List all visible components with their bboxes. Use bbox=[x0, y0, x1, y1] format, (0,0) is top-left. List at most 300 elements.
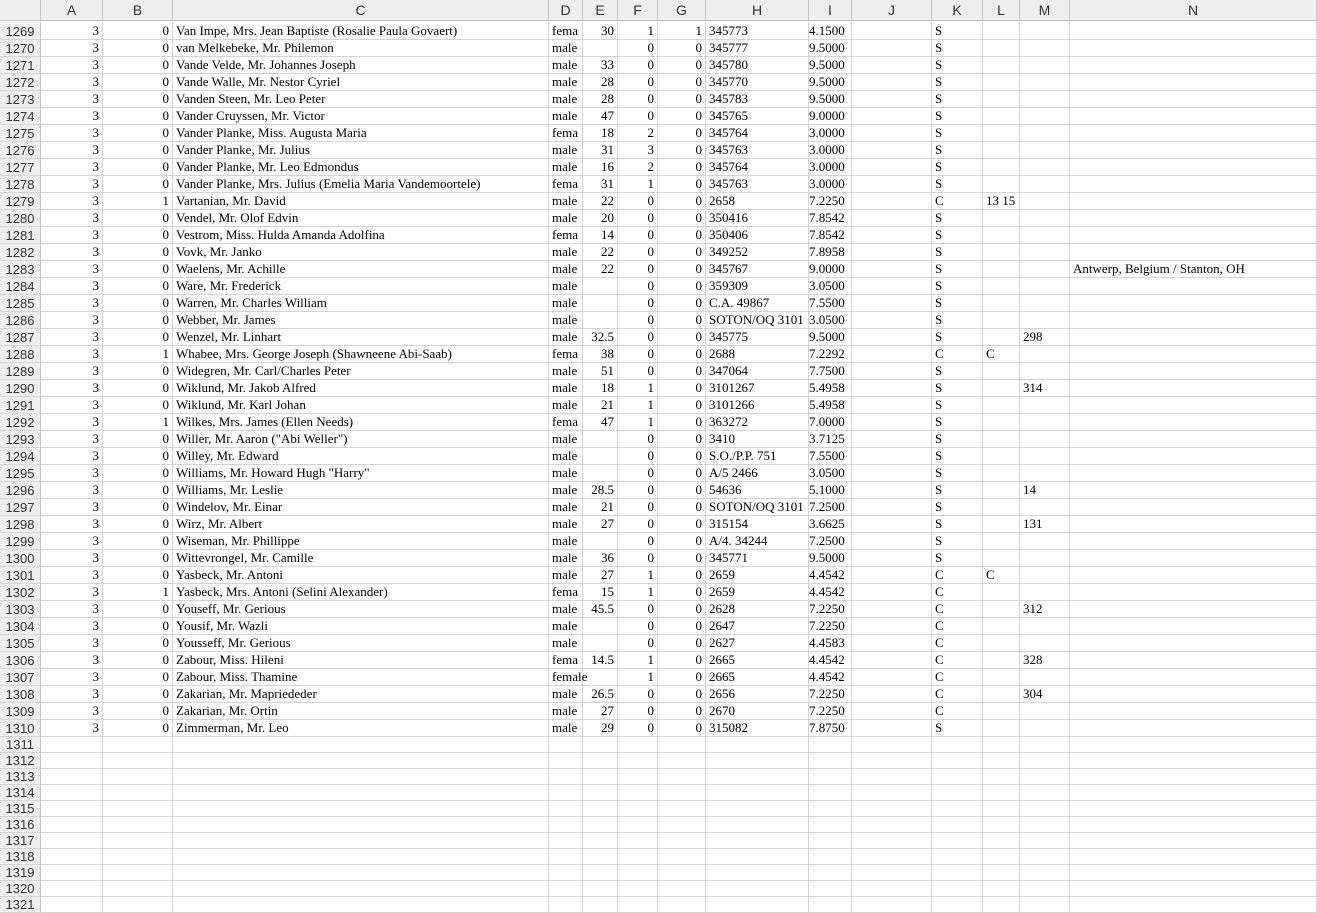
cell-k-1302[interactable]: C bbox=[932, 584, 983, 601]
column-header-a[interactable]: A bbox=[41, 0, 103, 21]
cell-g-1294[interactable]: 0 bbox=[658, 448, 706, 465]
cell-k-1283[interactable]: S bbox=[932, 261, 983, 278]
cell-h-1283[interactable]: 345767 bbox=[706, 261, 809, 278]
row-header[interactable] bbox=[0, 499, 41, 516]
cell-e-1286[interactable] bbox=[583, 312, 618, 329]
cell-m-1304[interactable] bbox=[1020, 618, 1070, 635]
cell-n-1284[interactable] bbox=[1070, 278, 1317, 295]
cell-b-1303[interactable]: 0 bbox=[103, 601, 173, 618]
column-header-i[interactable]: I bbox=[809, 0, 852, 21]
cell-e-1302[interactable]: 15 bbox=[583, 584, 618, 601]
cell-a-1321[interactable] bbox=[41, 897, 103, 913]
cell-j-1273[interactable] bbox=[852, 91, 932, 108]
row-header[interactable] bbox=[0, 40, 41, 57]
cell-a-1314[interactable] bbox=[41, 785, 103, 801]
row-header[interactable] bbox=[0, 669, 41, 686]
cell-d-1313[interactable] bbox=[549, 769, 583, 785]
cell-e-1276[interactable]: 31 bbox=[583, 142, 618, 159]
cell-i-1301[interactable]: 4.4542 bbox=[809, 567, 852, 584]
cell-i-1297[interactable]: 7.2500 bbox=[809, 499, 852, 516]
cell-n-1302[interactable] bbox=[1070, 584, 1317, 601]
cell-h-1319[interactable] bbox=[706, 865, 809, 881]
cell-j-1303[interactable] bbox=[852, 601, 932, 618]
cell-d-1296[interactable]: male bbox=[549, 482, 583, 499]
cell-l-1297[interactable] bbox=[983, 499, 1020, 516]
cell-j-1281[interactable] bbox=[852, 227, 932, 244]
cell-d-1271[interactable]: male bbox=[549, 57, 583, 74]
cell-e-1293[interactable] bbox=[583, 431, 618, 448]
cell-m-1308[interactable]: 304 bbox=[1020, 686, 1070, 703]
cell-n-1274[interactable] bbox=[1070, 108, 1317, 125]
cell-g-1320[interactable] bbox=[658, 881, 706, 897]
cell-a-1288[interactable]: 3 bbox=[41, 346, 103, 363]
cell-m-1309[interactable] bbox=[1020, 703, 1070, 720]
cell-d-1319[interactable] bbox=[549, 865, 583, 881]
row-header[interactable] bbox=[0, 91, 41, 108]
cell-i-1320[interactable] bbox=[809, 881, 852, 897]
cell-k-1320[interactable] bbox=[932, 881, 983, 897]
cell-d-1301[interactable]: male bbox=[549, 567, 583, 584]
cell-b-1314[interactable] bbox=[103, 785, 173, 801]
cell-b-1271[interactable]: 0 bbox=[103, 57, 173, 74]
cell-l-1320[interactable] bbox=[983, 881, 1020, 897]
row-header[interactable] bbox=[0, 533, 41, 550]
cell-f-1284[interactable]: 0 bbox=[618, 278, 658, 295]
cell-k-1277[interactable]: S bbox=[932, 159, 983, 176]
row-header[interactable] bbox=[0, 865, 41, 881]
cell-n-1297[interactable] bbox=[1070, 499, 1317, 516]
cell-e-1307[interactable] bbox=[583, 669, 618, 686]
cell-h-1304[interactable]: 2647 bbox=[706, 618, 809, 635]
cell-m-1315[interactable] bbox=[1020, 801, 1070, 817]
cell-a-1283[interactable]: 3 bbox=[41, 261, 103, 278]
cell-e-1294[interactable] bbox=[583, 448, 618, 465]
cell-a-1270[interactable]: 3 bbox=[41, 40, 103, 57]
row-header[interactable] bbox=[0, 363, 41, 380]
cell-d-1287[interactable]: male bbox=[549, 329, 583, 346]
cell-l-1307[interactable] bbox=[983, 669, 1020, 686]
cell-d-1292[interactable]: fema bbox=[549, 414, 583, 431]
cell-a-1304[interactable]: 3 bbox=[41, 618, 103, 635]
cell-i-1275[interactable]: 3.0000 bbox=[809, 125, 852, 142]
cell-i-1274[interactable]: 9.0000 bbox=[809, 108, 852, 125]
cell-f-1289[interactable]: 0 bbox=[618, 363, 658, 380]
cell-j-1321[interactable] bbox=[852, 897, 932, 913]
cell-a-1300[interactable]: 3 bbox=[41, 550, 103, 567]
cell-j-1269[interactable] bbox=[852, 22, 932, 40]
cell-c-1319[interactable] bbox=[173, 865, 549, 881]
cell-b-1273[interactable]: 0 bbox=[103, 91, 173, 108]
cell-f-1318[interactable] bbox=[618, 849, 658, 865]
row-header[interactable] bbox=[0, 176, 41, 193]
cell-c-1318[interactable] bbox=[173, 849, 549, 865]
cell-i-1276[interactable]: 3.0000 bbox=[809, 142, 852, 159]
cell-n-1294[interactable] bbox=[1070, 448, 1317, 465]
cell-e-1311[interactable] bbox=[583, 737, 618, 753]
cell-h-1277[interactable]: 345764 bbox=[706, 159, 809, 176]
cell-k-1284[interactable]: S bbox=[932, 278, 983, 295]
cell-d-1290[interactable]: male bbox=[549, 380, 583, 397]
cell-n-1313[interactable] bbox=[1070, 769, 1317, 785]
cell-m-1307[interactable] bbox=[1020, 669, 1070, 686]
cell-n-1296[interactable] bbox=[1070, 482, 1317, 499]
cell-j-1295[interactable] bbox=[852, 465, 932, 482]
cell-m-1298[interactable]: 131 bbox=[1020, 516, 1070, 533]
cell-c-1296[interactable]: Williams, Mr. Leslie bbox=[173, 482, 549, 499]
cell-m-1281[interactable] bbox=[1020, 227, 1070, 244]
cell-j-1320[interactable] bbox=[852, 881, 932, 897]
cell-j-1280[interactable] bbox=[852, 210, 932, 227]
cell-j-1315[interactable] bbox=[852, 801, 932, 817]
cell-m-1320[interactable] bbox=[1020, 881, 1070, 897]
cell-a-1280[interactable]: 3 bbox=[41, 210, 103, 227]
cell-l-1295[interactable] bbox=[983, 465, 1020, 482]
cell-a-1275[interactable]: 3 bbox=[41, 125, 103, 142]
cell-k-1275[interactable]: S bbox=[932, 125, 983, 142]
cell-f-1321[interactable] bbox=[618, 897, 658, 913]
cell-k-1315[interactable] bbox=[932, 801, 983, 817]
row-header[interactable] bbox=[0, 584, 41, 601]
cell-c-1282[interactable]: Vovk, Mr. Janko bbox=[173, 244, 549, 261]
cell-k-1285[interactable]: S bbox=[932, 295, 983, 312]
cell-n-1299[interactable] bbox=[1070, 533, 1317, 550]
cell-n-1309[interactable] bbox=[1070, 703, 1317, 720]
cell-e-1320[interactable] bbox=[583, 881, 618, 897]
cell-a-1295[interactable]: 3 bbox=[41, 465, 103, 482]
cell-j-1278[interactable] bbox=[852, 176, 932, 193]
cell-l-1318[interactable] bbox=[983, 849, 1020, 865]
cell-h-1294[interactable]: S.O./P.P. 751 bbox=[706, 448, 809, 465]
cell-g-1284[interactable]: 0 bbox=[658, 278, 706, 295]
cell-l-1312[interactable] bbox=[983, 753, 1020, 769]
cell-i-1283[interactable]: 9.0000 bbox=[809, 261, 852, 278]
cell-d-1269[interactable]: fema bbox=[549, 22, 583, 40]
cell-c-1306[interactable]: Zabour, Miss. Hileni bbox=[173, 652, 549, 669]
cell-f-1290[interactable]: 1 bbox=[618, 380, 658, 397]
cell-n-1310[interactable] bbox=[1070, 720, 1317, 737]
cell-g-1296[interactable]: 0 bbox=[658, 482, 706, 499]
cell-c-1301[interactable]: Yasbeck, Mr. Antoni bbox=[173, 567, 549, 584]
cell-j-1318[interactable] bbox=[852, 849, 932, 865]
cell-b-1305[interactable]: 0 bbox=[103, 635, 173, 652]
cell-m-1278[interactable] bbox=[1020, 176, 1070, 193]
cell-i-1277[interactable]: 3.0000 bbox=[809, 159, 852, 176]
cell-d-1294[interactable]: male bbox=[549, 448, 583, 465]
cell-i-1295[interactable]: 3.0500 bbox=[809, 465, 852, 482]
cell-d-1299[interactable]: male bbox=[549, 533, 583, 550]
row-header[interactable] bbox=[0, 142, 41, 159]
cell-i-1315[interactable] bbox=[809, 801, 852, 817]
cell-g-1269[interactable]: 1 bbox=[658, 22, 706, 40]
cell-d-1277[interactable]: male bbox=[549, 159, 583, 176]
cell-m-1288[interactable] bbox=[1020, 346, 1070, 363]
cell-g-1303[interactable]: 0 bbox=[658, 601, 706, 618]
cell-d-1297[interactable]: male bbox=[549, 499, 583, 516]
cell-d-1286[interactable]: male bbox=[549, 312, 583, 329]
cell-n-1316[interactable] bbox=[1070, 817, 1317, 833]
cell-f-1272[interactable]: 0 bbox=[618, 74, 658, 91]
cell-g-1314[interactable] bbox=[658, 785, 706, 801]
cell-i-1319[interactable] bbox=[809, 865, 852, 881]
cell-b-1269[interactable]: 0 bbox=[103, 22, 173, 40]
cell-g-1287[interactable]: 0 bbox=[658, 329, 706, 346]
cell-c-1303[interactable]: Youseff, Mr. Gerious bbox=[173, 601, 549, 618]
cell-e-1285[interactable] bbox=[583, 295, 618, 312]
cell-i-1278[interactable]: 3.0000 bbox=[809, 176, 852, 193]
row-header[interactable] bbox=[0, 550, 41, 567]
cell-f-1270[interactable]: 0 bbox=[618, 40, 658, 57]
cell-c-1292[interactable]: Wilkes, Mrs. James (Ellen Needs) bbox=[173, 414, 549, 431]
cell-h-1313[interactable] bbox=[706, 769, 809, 785]
cell-m-1289[interactable] bbox=[1020, 363, 1070, 380]
row-header[interactable] bbox=[0, 686, 41, 703]
cell-i-1286[interactable]: 3.0500 bbox=[809, 312, 852, 329]
cell-g-1292[interactable]: 0 bbox=[658, 414, 706, 431]
cell-f-1273[interactable]: 0 bbox=[618, 91, 658, 108]
cell-g-1288[interactable]: 0 bbox=[658, 346, 706, 363]
cell-m-1294[interactable] bbox=[1020, 448, 1070, 465]
cell-l-1296[interactable] bbox=[983, 482, 1020, 499]
cell-i-1318[interactable] bbox=[809, 849, 852, 865]
cell-j-1307[interactable] bbox=[852, 669, 932, 686]
cell-b-1313[interactable] bbox=[103, 769, 173, 785]
cell-f-1295[interactable]: 0 bbox=[618, 465, 658, 482]
cell-h-1315[interactable] bbox=[706, 801, 809, 817]
row-header[interactable] bbox=[0, 849, 41, 865]
cell-b-1277[interactable]: 0 bbox=[103, 159, 173, 176]
cell-j-1310[interactable] bbox=[852, 720, 932, 737]
cell-n-1295[interactable] bbox=[1070, 465, 1317, 482]
cell-e-1295[interactable] bbox=[583, 465, 618, 482]
row-header[interactable] bbox=[0, 703, 41, 720]
cell-i-1296[interactable]: 5.1000 bbox=[809, 482, 852, 499]
cell-f-1281[interactable]: 0 bbox=[618, 227, 658, 244]
cell-f-1280[interactable]: 0 bbox=[618, 210, 658, 227]
cell-l-1275[interactable] bbox=[983, 125, 1020, 142]
cell-k-1308[interactable]: C bbox=[932, 686, 983, 703]
cell-a-1312[interactable] bbox=[41, 753, 103, 769]
cell-c-1291[interactable]: Wiklund, Mr. Karl Johan bbox=[173, 397, 549, 414]
cell-n-1269[interactable] bbox=[1070, 22, 1317, 40]
cell-i-1291[interactable]: 5.4958 bbox=[809, 397, 852, 414]
cell-g-1278[interactable]: 0 bbox=[658, 176, 706, 193]
row-header[interactable] bbox=[0, 227, 41, 244]
cell-k-1293[interactable]: S bbox=[932, 431, 983, 448]
row-header[interactable] bbox=[0, 278, 41, 295]
cell-f-1287[interactable]: 0 bbox=[618, 329, 658, 346]
cell-c-1315[interactable] bbox=[173, 801, 549, 817]
cell-l-1277[interactable] bbox=[983, 159, 1020, 176]
cell-b-1270[interactable]: 0 bbox=[103, 40, 173, 57]
cell-e-1282[interactable]: 22 bbox=[583, 244, 618, 261]
cell-l-1290[interactable] bbox=[983, 380, 1020, 397]
cell-c-1286[interactable]: Webber, Mr. James bbox=[173, 312, 549, 329]
cell-k-1312[interactable] bbox=[932, 753, 983, 769]
cell-a-1320[interactable] bbox=[41, 881, 103, 897]
cell-a-1296[interactable]: 3 bbox=[41, 482, 103, 499]
cell-m-1296[interactable]: 14 bbox=[1020, 482, 1070, 499]
cell-e-1297[interactable]: 21 bbox=[583, 499, 618, 516]
cell-i-1311[interactable] bbox=[809, 737, 852, 753]
cell-h-1291[interactable]: 3101266 bbox=[706, 397, 809, 414]
cell-c-1278[interactable]: Vander Planke, Mrs. Julius (Emelia Maria Vandemoortele) bbox=[173, 176, 549, 193]
row-header[interactable] bbox=[0, 817, 41, 833]
cell-h-1305[interactable]: 2627 bbox=[706, 635, 809, 652]
cell-m-1277[interactable] bbox=[1020, 159, 1070, 176]
cell-h-1309[interactable]: 2670 bbox=[706, 703, 809, 720]
cell-l-1286[interactable] bbox=[983, 312, 1020, 329]
cell-b-1294[interactable]: 0 bbox=[103, 448, 173, 465]
cell-f-1313[interactable] bbox=[618, 769, 658, 785]
cell-j-1298[interactable] bbox=[852, 516, 932, 533]
row-header[interactable] bbox=[0, 329, 41, 346]
cell-i-1272[interactable]: 9.5000 bbox=[809, 74, 852, 91]
cell-b-1285[interactable]: 0 bbox=[103, 295, 173, 312]
cell-k-1290[interactable]: S bbox=[932, 380, 983, 397]
cell-f-1305[interactable]: 0 bbox=[618, 635, 658, 652]
cell-g-1271[interactable]: 0 bbox=[658, 57, 706, 74]
cell-n-1286[interactable] bbox=[1070, 312, 1317, 329]
cell-e-1275[interactable]: 18 bbox=[583, 125, 618, 142]
cell-b-1291[interactable]: 0 bbox=[103, 397, 173, 414]
cell-e-1270[interactable] bbox=[583, 40, 618, 57]
cell-m-1273[interactable] bbox=[1020, 91, 1070, 108]
cell-b-1281[interactable]: 0 bbox=[103, 227, 173, 244]
cell-k-1307[interactable]: C bbox=[932, 669, 983, 686]
cell-h-1293[interactable]: 3410 bbox=[706, 431, 809, 448]
cell-f-1298[interactable]: 0 bbox=[618, 516, 658, 533]
cell-m-1305[interactable] bbox=[1020, 635, 1070, 652]
cell-b-1321[interactable] bbox=[103, 897, 173, 913]
cell-b-1308[interactable]: 0 bbox=[103, 686, 173, 703]
cell-e-1303[interactable]: 45.5 bbox=[583, 601, 618, 618]
row-header[interactable] bbox=[0, 801, 41, 817]
cell-l-1321[interactable] bbox=[983, 897, 1020, 913]
cell-k-1278[interactable]: S bbox=[932, 176, 983, 193]
cell-b-1320[interactable] bbox=[103, 881, 173, 897]
cell-c-1309[interactable]: Zakarian, Mr. Ortin bbox=[173, 703, 549, 720]
cell-i-1271[interactable]: 9.5000 bbox=[809, 57, 852, 74]
cell-a-1302[interactable]: 3 bbox=[41, 584, 103, 601]
cell-j-1305[interactable] bbox=[852, 635, 932, 652]
cell-i-1309[interactable]: 7.2250 bbox=[809, 703, 852, 720]
cell-f-1291[interactable]: 1 bbox=[618, 397, 658, 414]
cell-h-1314[interactable] bbox=[706, 785, 809, 801]
row-header[interactable] bbox=[0, 516, 41, 533]
cell-i-1316[interactable] bbox=[809, 817, 852, 833]
cell-j-1293[interactable] bbox=[852, 431, 932, 448]
cell-m-1286[interactable] bbox=[1020, 312, 1070, 329]
cell-g-1317[interactable] bbox=[658, 833, 706, 849]
cell-a-1299[interactable]: 3 bbox=[41, 533, 103, 550]
cell-c-1289[interactable]: Widegren, Mr. Carl/Charles Peter bbox=[173, 363, 549, 380]
cell-i-1279[interactable]: 7.2250 bbox=[809, 193, 852, 210]
cell-j-1296[interactable] bbox=[852, 482, 932, 499]
cell-h-1311[interactable] bbox=[706, 737, 809, 753]
cell-g-1305[interactable]: 0 bbox=[658, 635, 706, 652]
cell-j-1313[interactable] bbox=[852, 769, 932, 785]
cell-a-1294[interactable]: 3 bbox=[41, 448, 103, 465]
column-header-k[interactable]: K bbox=[932, 0, 983, 21]
cell-k-1318[interactable] bbox=[932, 849, 983, 865]
cell-l-1314[interactable] bbox=[983, 785, 1020, 801]
cell-f-1285[interactable]: 0 bbox=[618, 295, 658, 312]
cell-c-1293[interactable]: Willer, Mr. Aaron ("Abi Weller") bbox=[173, 431, 549, 448]
row-header[interactable] bbox=[0, 22, 41, 40]
cell-g-1290[interactable]: 0 bbox=[658, 380, 706, 397]
cell-l-1309[interactable] bbox=[983, 703, 1020, 720]
cell-b-1317[interactable] bbox=[103, 833, 173, 849]
cell-l-1272[interactable] bbox=[983, 74, 1020, 91]
cell-h-1270[interactable]: 345777 bbox=[706, 40, 809, 57]
cell-e-1306[interactable]: 14.5 bbox=[583, 652, 618, 669]
cell-b-1301[interactable]: 0 bbox=[103, 567, 173, 584]
row-header[interactable] bbox=[0, 618, 41, 635]
cell-b-1287[interactable]: 0 bbox=[103, 329, 173, 346]
cell-e-1292[interactable]: 47 bbox=[583, 414, 618, 431]
cell-n-1321[interactable] bbox=[1070, 897, 1317, 913]
cell-n-1314[interactable] bbox=[1070, 785, 1317, 801]
row-header[interactable] bbox=[0, 769, 41, 785]
cell-b-1276[interactable]: 0 bbox=[103, 142, 173, 159]
cell-k-1300[interactable]: S bbox=[932, 550, 983, 567]
cell-g-1302[interactable]: 0 bbox=[658, 584, 706, 601]
cell-d-1308[interactable]: male bbox=[549, 686, 583, 703]
cell-h-1296[interactable]: 54636 bbox=[706, 482, 809, 499]
cell-c-1299[interactable]: Wiseman, Mr. Phillippe bbox=[173, 533, 549, 550]
cell-m-1276[interactable] bbox=[1020, 142, 1070, 159]
cell-n-1305[interactable] bbox=[1070, 635, 1317, 652]
row-header[interactable] bbox=[0, 567, 41, 584]
cell-a-1278[interactable]: 3 bbox=[41, 176, 103, 193]
cell-l-1311[interactable] bbox=[983, 737, 1020, 753]
cell-m-1302[interactable] bbox=[1020, 584, 1070, 601]
cell-i-1310[interactable]: 7.8750 bbox=[809, 720, 852, 737]
cell-n-1315[interactable] bbox=[1070, 801, 1317, 817]
cell-b-1298[interactable]: 0 bbox=[103, 516, 173, 533]
cell-j-1314[interactable] bbox=[852, 785, 932, 801]
cell-d-1314[interactable] bbox=[549, 785, 583, 801]
cell-k-1292[interactable]: S bbox=[932, 414, 983, 431]
cell-k-1313[interactable] bbox=[932, 769, 983, 785]
cell-h-1281[interactable]: 350406 bbox=[706, 227, 809, 244]
cell-h-1287[interactable]: 345775 bbox=[706, 329, 809, 346]
cell-l-1298[interactable] bbox=[983, 516, 1020, 533]
cell-g-1273[interactable]: 0 bbox=[658, 91, 706, 108]
cell-a-1282[interactable]: 3 bbox=[41, 244, 103, 261]
cell-a-1274[interactable]: 3 bbox=[41, 108, 103, 125]
cell-d-1275[interactable]: fema bbox=[549, 125, 583, 142]
cell-m-1272[interactable] bbox=[1020, 74, 1070, 91]
cell-m-1271[interactable] bbox=[1020, 57, 1070, 74]
cell-b-1306[interactable]: 0 bbox=[103, 652, 173, 669]
cell-n-1298[interactable] bbox=[1070, 516, 1317, 533]
cell-a-1315[interactable] bbox=[41, 801, 103, 817]
cell-d-1311[interactable] bbox=[549, 737, 583, 753]
cell-f-1314[interactable] bbox=[618, 785, 658, 801]
cell-n-1301[interactable] bbox=[1070, 567, 1317, 584]
cell-l-1283[interactable] bbox=[983, 261, 1020, 278]
cell-g-1304[interactable]: 0 bbox=[658, 618, 706, 635]
cell-l-1319[interactable] bbox=[983, 865, 1020, 881]
cell-l-1292[interactable] bbox=[983, 414, 1020, 431]
column-header-d[interactable]: D bbox=[549, 0, 583, 21]
cell-n-1291[interactable] bbox=[1070, 397, 1317, 414]
row-header[interactable] bbox=[0, 125, 41, 142]
cell-d-1288[interactable]: fema bbox=[549, 346, 583, 363]
cell-d-1316[interactable] bbox=[549, 817, 583, 833]
cell-c-1297[interactable]: Windelov, Mr. Einar bbox=[173, 499, 549, 516]
